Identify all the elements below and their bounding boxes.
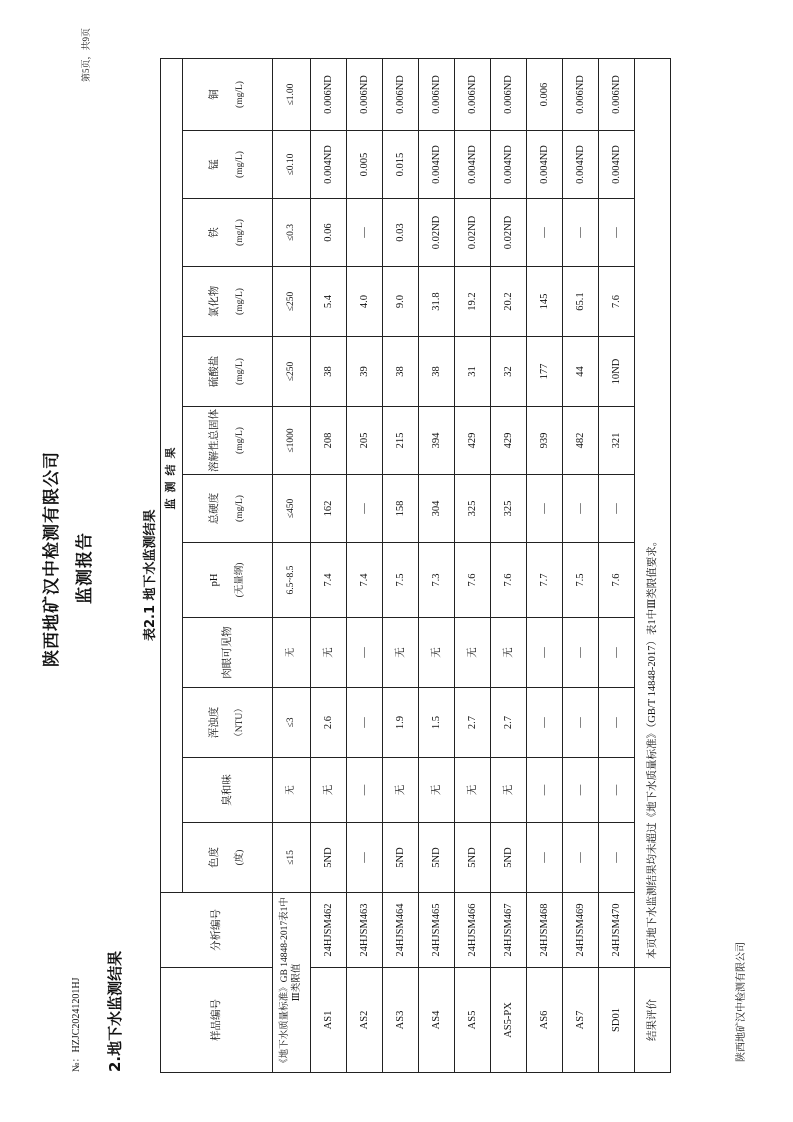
analysis-id-cell: 24HJSM463 xyxy=(347,893,383,968)
sample-id-cell: AS4 xyxy=(419,968,455,1073)
result-cell: 0.006ND xyxy=(347,59,383,131)
param-unit: (mg/L) xyxy=(235,427,246,454)
result-cell: 2.6 xyxy=(311,688,347,758)
result-cell: 5ND xyxy=(455,823,491,893)
result-cell: — xyxy=(599,758,635,823)
result-cell: 162 xyxy=(311,475,347,543)
table-row xyxy=(563,59,599,1073)
result-cell: 0.02ND xyxy=(491,199,527,267)
sample-id-cell: AS5 xyxy=(455,968,491,1073)
result-cell: 无 xyxy=(491,758,527,823)
standard-limit-cell: ≤0.3 xyxy=(273,199,311,267)
result-cell: 5ND xyxy=(419,823,455,893)
param-name: 色度 xyxy=(209,847,220,868)
result-cell: 0.02ND xyxy=(419,199,455,267)
result-cell: 无 xyxy=(419,618,455,688)
table-row xyxy=(455,59,491,1073)
param-name: 臭和味 xyxy=(221,774,233,806)
param-unit: (mg/L) xyxy=(235,288,246,315)
table-title: 表2.1 地下水监测结果 xyxy=(143,509,158,641)
result-cell: 7.5 xyxy=(383,543,419,618)
result-cell: 7.6 xyxy=(455,543,491,618)
result-cell: 0.006ND xyxy=(311,59,347,131)
result-cell: — xyxy=(347,688,383,758)
result-cell: — xyxy=(599,618,635,688)
param-header xyxy=(183,267,273,337)
param-name: 硫酸盐 xyxy=(209,355,220,388)
analysis-id-cell: 24HJSM466 xyxy=(455,893,491,968)
result-cell: 0.006ND xyxy=(419,59,455,131)
sample-id-cell: AS3 xyxy=(383,968,419,1073)
result-cell: 0.005 xyxy=(347,131,383,199)
result-cell: — xyxy=(527,618,563,688)
groundwater-results-table xyxy=(160,58,671,1073)
result-cell: 无 xyxy=(383,618,419,688)
section-title: 2.地下水监测结果 xyxy=(106,950,124,1072)
standard-limit-cell: ≤250 xyxy=(273,267,311,337)
result-cell: 无 xyxy=(311,618,347,688)
result-cell: 无 xyxy=(419,758,455,823)
result-cell: 0.004ND xyxy=(311,131,347,199)
param-unit: (mg/L) xyxy=(235,495,246,522)
param-header xyxy=(183,337,273,407)
result-cell: 0.006ND xyxy=(599,59,635,131)
result-cell: 429 xyxy=(491,407,527,475)
sample-id-cell: AS2 xyxy=(347,968,383,1073)
standard-limit-cell: 无 xyxy=(273,758,311,823)
result-cell: 482 xyxy=(563,407,599,475)
result-cell: 38 xyxy=(383,337,419,407)
result-cell: 无 xyxy=(383,758,419,823)
result-cell: 429 xyxy=(455,407,491,475)
result-cell: 0.004ND xyxy=(563,131,599,199)
result-cell: 7.6 xyxy=(599,543,635,618)
param-header xyxy=(183,618,273,688)
param-header xyxy=(183,758,273,823)
param-header xyxy=(183,543,273,618)
table-row xyxy=(527,59,563,1073)
result-cell: — xyxy=(599,823,635,893)
param-name: 总硬度 xyxy=(209,492,220,525)
result-cell: — xyxy=(563,618,599,688)
result-cell: 7.3 xyxy=(419,543,455,618)
result-cell: — xyxy=(527,475,563,543)
result-cell: — xyxy=(527,823,563,893)
table-row xyxy=(419,59,455,1073)
result-cell: 0.006ND xyxy=(383,59,419,131)
sample-id-cell: AS1 xyxy=(311,968,347,1073)
table-row xyxy=(599,59,635,1073)
result-cell: 32 xyxy=(491,337,527,407)
param-header xyxy=(183,475,273,543)
param-name: 氯化物 xyxy=(209,285,220,318)
result-cell: — xyxy=(527,199,563,267)
result-cell: 325 xyxy=(455,475,491,543)
result-cell: 158 xyxy=(383,475,419,543)
result-cell: 7.5 xyxy=(563,543,599,618)
result-cell: 0.06 xyxy=(311,199,347,267)
analysis-id-cell: 24HJSM469 xyxy=(563,893,599,968)
result-cell: 1.9 xyxy=(383,688,419,758)
standard-limit-cell: 6.5~8.5 xyxy=(273,543,311,618)
result-cell: 5ND xyxy=(491,823,527,893)
result-cell: 4.0 xyxy=(347,267,383,337)
result-cell: — xyxy=(599,688,635,758)
result-cell: 205 xyxy=(347,407,383,475)
result-cell: 0.02ND xyxy=(455,199,491,267)
param-name: pH xyxy=(209,573,220,587)
param-unit: (度) xyxy=(235,849,246,866)
standard-limit-cell: 无 xyxy=(273,618,311,688)
param-unit: (mg/L) xyxy=(235,81,246,108)
param-unit: (无量纲) xyxy=(235,562,246,598)
result-cell: 无 xyxy=(311,758,347,823)
table-row xyxy=(347,59,383,1073)
analysis-id-cell: 24HJSM468 xyxy=(527,893,563,968)
result-cell: — xyxy=(347,758,383,823)
standard-label: 《地下水质量标准》GB 14848-2017表1中Ⅲ类限值 xyxy=(273,893,311,1073)
result-cell: 939 xyxy=(527,407,563,475)
result-cell: 0.006ND xyxy=(491,59,527,131)
param-name: 铁 xyxy=(209,227,220,238)
param-name: 肉眼可见物 xyxy=(221,626,233,679)
standard-limit-cell: ≤3 xyxy=(273,688,311,758)
param-header xyxy=(183,407,273,475)
result-cell: 0.006 xyxy=(527,59,563,131)
table-row xyxy=(491,59,527,1073)
result-cell: — xyxy=(563,823,599,893)
result-cell: 7.4 xyxy=(347,543,383,618)
result-cell: — xyxy=(347,618,383,688)
standard-limit-cell: ≤450 xyxy=(273,475,311,543)
table-row xyxy=(383,59,419,1073)
result-cell: 0.015 xyxy=(383,131,419,199)
result-cell: 39 xyxy=(347,337,383,407)
standard-limit-cell: ≤15 xyxy=(273,823,311,893)
sample-id-cell: AS7 xyxy=(563,968,599,1073)
analysis-id-cell: 24HJSM465 xyxy=(419,893,455,968)
result-cell: 177 xyxy=(527,337,563,407)
analysis-id-cell: 24HJSM462 xyxy=(311,893,347,968)
result-cell: 0.03 xyxy=(383,199,419,267)
result-cell: — xyxy=(563,475,599,543)
result-cell: 无 xyxy=(455,618,491,688)
result-cell: 2.7 xyxy=(491,688,527,758)
result-cell: 65.1 xyxy=(563,267,599,337)
sample-id-cell: SD01 xyxy=(599,968,635,1073)
result-cell: 5ND xyxy=(311,823,347,893)
result-cell: 31 xyxy=(455,337,491,407)
param-header xyxy=(183,59,273,131)
analysis-id-cell: 24HJSM467 xyxy=(491,893,527,968)
param-header xyxy=(183,199,273,267)
param-name: 溶解性总固体 xyxy=(209,409,220,472)
result-cell: — xyxy=(563,688,599,758)
result-cell: — xyxy=(599,199,635,267)
result-cell: 20.2 xyxy=(491,267,527,337)
standard-row xyxy=(273,59,311,1073)
param-name: 锰 xyxy=(209,159,220,170)
param-header xyxy=(183,688,273,758)
result-cell: — xyxy=(563,199,599,267)
param-name: 浑浊度 xyxy=(209,706,220,739)
sample-id-cell: AS5-PX xyxy=(491,968,527,1073)
result-cell: 无 xyxy=(455,758,491,823)
result-cell: — xyxy=(347,823,383,893)
result-cell: 7.7 xyxy=(527,543,563,618)
result-cell: 0.004ND xyxy=(599,131,635,199)
result-cell: 7.6 xyxy=(599,267,635,337)
report-title: 监测报告 xyxy=(75,532,95,604)
result-cell: 304 xyxy=(419,475,455,543)
standard-limit-cell: ≤1000 xyxy=(273,407,311,475)
result-cell: 0.004ND xyxy=(527,131,563,199)
result-cell: 208 xyxy=(311,407,347,475)
analysis-id-cell: 24HJSM470 xyxy=(599,893,635,968)
result-cell: 10ND xyxy=(599,337,635,407)
param-header xyxy=(183,131,273,199)
header-analysis-id: 分析编号 xyxy=(161,893,273,968)
standard-limit-cell: ≤250 xyxy=(273,337,311,407)
param-unit: (mg/L) xyxy=(235,219,246,246)
param-header xyxy=(183,823,273,893)
result-cell: 0.006ND xyxy=(455,59,491,131)
result-cell: 0.004ND xyxy=(419,131,455,199)
result-cell: 9.0 xyxy=(383,267,419,337)
result-cell: 215 xyxy=(383,407,419,475)
param-unit: (mg/L) xyxy=(235,358,246,385)
standard-limit-cell: ≤1.00 xyxy=(273,59,311,131)
result-cell: 无 xyxy=(491,618,527,688)
result-cell: 19.2 xyxy=(455,267,491,337)
sample-id-cell: AS6 xyxy=(527,968,563,1073)
result-cell: 38 xyxy=(311,337,347,407)
result-cell: — xyxy=(347,475,383,543)
result-cell: — xyxy=(599,475,635,543)
result-cell: 7.4 xyxy=(311,543,347,618)
conclusion-label: 结果评价 xyxy=(635,968,671,1073)
result-cell: — xyxy=(347,199,383,267)
result-cell: 325 xyxy=(491,475,527,543)
conclusion-row xyxy=(635,59,671,1073)
result-cell: 0.004ND xyxy=(455,131,491,199)
result-cell: 0.006ND xyxy=(563,59,599,131)
result-cell: — xyxy=(563,758,599,823)
result-cell: 44 xyxy=(563,337,599,407)
result-cell: 0.004ND xyxy=(491,131,527,199)
result-cell: 38 xyxy=(419,337,455,407)
result-cell: 145 xyxy=(527,267,563,337)
standard-limit-cell: ≤0.10 xyxy=(273,131,311,199)
result-cell: 5.4 xyxy=(311,267,347,337)
result-cell: 2.7 xyxy=(455,688,491,758)
conclusion-text: 本页地下水监测结果均未超过《地下水质量标准》（GB/T 14848-2017）表1中Ⅲ类限值要求。 xyxy=(635,59,671,968)
result-cell: 1.5 xyxy=(419,688,455,758)
header-sample-id: 样品编号 xyxy=(161,968,273,1073)
result-cell: 7.6 xyxy=(491,543,527,618)
result-cell: 31.8 xyxy=(419,267,455,337)
result-cell: — xyxy=(527,688,563,758)
report-number: №：HZJC20241201HJ xyxy=(71,977,82,1072)
result-cell: 394 xyxy=(419,407,455,475)
company-name: 陕西地矿汉中检测有限公司 xyxy=(42,451,62,667)
param-name: 铜 xyxy=(209,89,220,100)
page-number: 第5页，共9页 xyxy=(81,27,91,82)
header-monitoring-results: 监测结果 xyxy=(161,59,183,893)
result-cell: 321 xyxy=(599,407,635,475)
result-cell: — xyxy=(527,758,563,823)
param-unit: （NTU） xyxy=(235,703,246,742)
table-row xyxy=(311,59,347,1073)
analysis-id-cell: 24HJSM464 xyxy=(383,893,419,968)
footer-company: 陕西地矿汉中检测有限公司 xyxy=(736,942,747,1062)
result-cell: 5ND xyxy=(383,823,419,893)
param-unit: (mg/L) xyxy=(235,151,246,178)
